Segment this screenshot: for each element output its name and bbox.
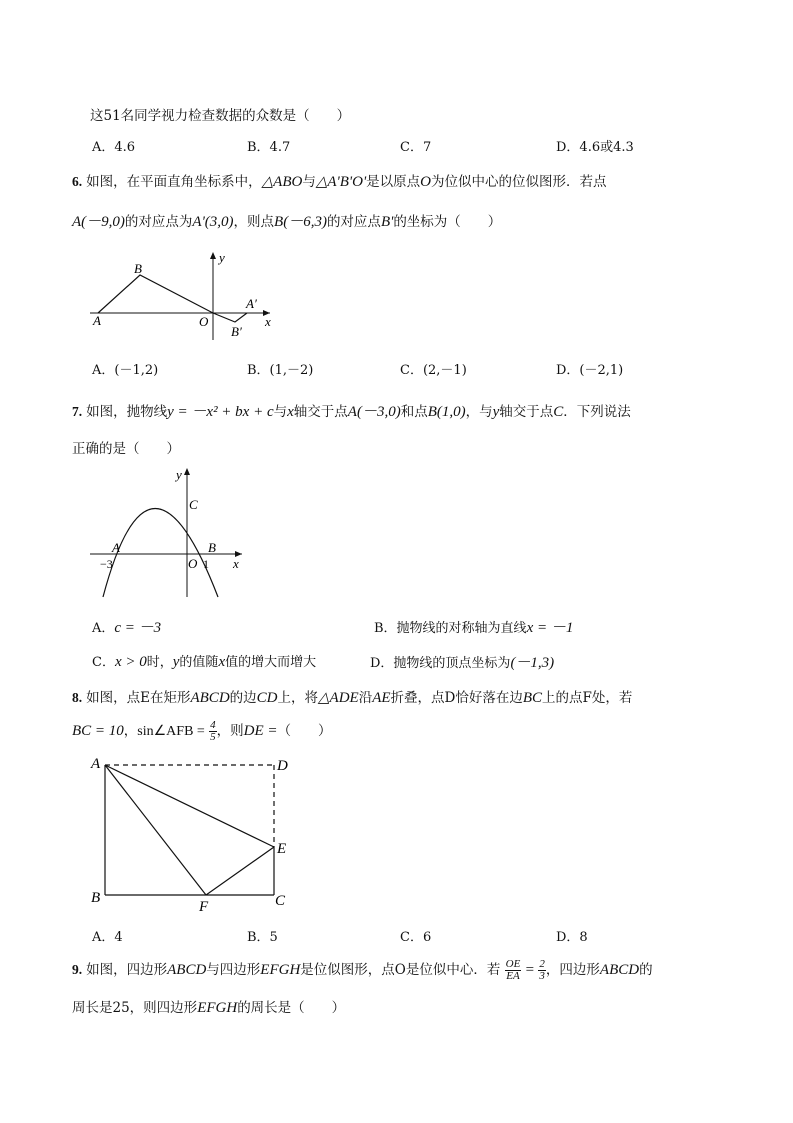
q7-option-d-math: (－1,3) bbox=[510, 655, 555, 671]
q6-point-b-prime: B' bbox=[380, 214, 394, 230]
q8-bc-value: BC = 10 bbox=[72, 723, 124, 739]
q7-label-c: C bbox=[189, 497, 198, 512]
q5-option-d[interactable]: D．4.6或4.3 bbox=[556, 140, 634, 155]
q8-text: （ ） bbox=[277, 723, 332, 739]
q7-text: 如图，抛物线 bbox=[86, 404, 168, 420]
q8-figure bbox=[86, 752, 296, 914]
q6-figure bbox=[85, 248, 285, 346]
q6-label-b-prime: B′ bbox=[231, 324, 242, 339]
q6-triangle-abo bbox=[98, 275, 213, 313]
q7-option-b-label: B．抛物线的对称轴为直线 bbox=[374, 621, 527, 636]
q6-triangle-1: △ABO bbox=[261, 174, 303, 190]
q9-fraction-den: EA bbox=[506, 970, 520, 982]
q7-line2: 正确的是（ ） bbox=[72, 441, 180, 457]
q6-text: 如图，在平面直角坐标系中， bbox=[86, 174, 262, 190]
q8-label-a: A bbox=[91, 756, 101, 772]
q9-quad-efgh-2: EFGH bbox=[197, 1000, 238, 1016]
q7-option-c-math: x > 0 bbox=[114, 654, 147, 670]
q6-option-c[interactable]: C．(2,－1) bbox=[400, 363, 467, 378]
q9-line1 bbox=[72, 958, 653, 982]
q6-y-arrow-icon bbox=[210, 252, 216, 259]
q6-line2 bbox=[72, 210, 501, 231]
q7-label-a: A bbox=[112, 540, 120, 555]
q8-segment-fe bbox=[206, 847, 274, 895]
q8-label-f: F bbox=[199, 899, 209, 914]
q7-equation: y = －x² + bx + c bbox=[167, 404, 274, 420]
q7-text: 和点 bbox=[400, 404, 428, 420]
q6-text: 与 bbox=[302, 174, 316, 190]
q7-option-d[interactable] bbox=[370, 651, 554, 672]
q8-option-c[interactable]: C．6 bbox=[400, 930, 432, 945]
q8-option-a[interactable]: A．4 bbox=[92, 930, 123, 945]
q7-label-o: O bbox=[188, 556, 198, 571]
q9-line2 bbox=[72, 996, 345, 1017]
q7-figure bbox=[86, 465, 248, 600]
q6-option-a[interactable]: A．(－1,2) bbox=[92, 363, 159, 378]
q8-text: 折叠，点D恰好落在边 bbox=[390, 690, 523, 706]
q7-option-c-x: x bbox=[218, 654, 226, 670]
q6-label-o: O bbox=[199, 314, 209, 329]
q7-text: ，与 bbox=[465, 404, 493, 420]
q8-segment-af bbox=[105, 765, 206, 895]
q7-label-one: 1 bbox=[203, 557, 209, 571]
q9-fraction-num: OE bbox=[505, 958, 521, 970]
q8-text: 沿 bbox=[358, 690, 373, 706]
q6-point-o: O bbox=[420, 174, 431, 190]
q6-text: 的坐标为（ ） bbox=[393, 214, 502, 230]
q6-label-a-prime: A′ bbox=[246, 296, 257, 311]
q9-fraction-oe-ea bbox=[505, 959, 522, 982]
q8-triangle: △ADE bbox=[318, 690, 359, 706]
q7-option-a-math: c = －3 bbox=[114, 620, 162, 636]
q9-fraction-den: 3 bbox=[539, 970, 545, 982]
q7-parabola bbox=[103, 509, 218, 598]
q7-option-c-text: 值的增大而增大 bbox=[225, 655, 317, 670]
q8-label-e: E bbox=[277, 841, 287, 857]
q8-side-cd: CD bbox=[256, 690, 278, 706]
q7-label-b: B bbox=[208, 540, 216, 555]
q8-de: DE = bbox=[243, 723, 278, 739]
q8-text: ， bbox=[123, 723, 138, 739]
q6-text: 是以原点 bbox=[366, 174, 421, 190]
q9-text: 如图，四边形 bbox=[86, 962, 168, 978]
q8-fraction-num: 4 bbox=[210, 719, 216, 731]
q8-text: 的边 bbox=[229, 690, 257, 706]
q6-point-a-prime: A'(3,0) bbox=[192, 214, 234, 230]
q6-label-x: x bbox=[265, 314, 271, 329]
q6-text: 为位似中心的位似图形．若点 bbox=[431, 174, 607, 190]
q8-side-bc: BC bbox=[522, 690, 543, 706]
q5-option-c[interactable]: C．7 bbox=[400, 140, 432, 155]
q7-point-c: C bbox=[553, 404, 564, 420]
q5-stem: 这51名同学视力检查数据的众数是（ ） bbox=[90, 108, 351, 124]
q8-line2 bbox=[72, 719, 332, 743]
q7-line1 bbox=[72, 400, 631, 421]
q7-text: 轴交于点 bbox=[293, 404, 348, 420]
q8-option-b[interactable]: B．5 bbox=[247, 930, 278, 945]
q8-label-b: B bbox=[91, 890, 101, 906]
q7-option-c-text: 时， bbox=[146, 655, 173, 670]
q7-option-b-math: x = －1 bbox=[526, 620, 574, 636]
q7-number: 7. bbox=[72, 404, 83, 419]
q6-option-d[interactable]: D．(－2,1) bbox=[556, 363, 624, 378]
q7-label-y: y bbox=[176, 467, 182, 482]
q7-option-b[interactable] bbox=[374, 616, 573, 637]
q6-point-b: B(－6,3) bbox=[274, 214, 327, 230]
q6-number: 6. bbox=[72, 174, 83, 189]
q7-text: 与 bbox=[273, 404, 288, 420]
q6-text: ，则点 bbox=[233, 214, 275, 230]
q8-fold-line: AE bbox=[372, 690, 391, 706]
q8-text: 上的点F处，若 bbox=[542, 690, 633, 706]
q9-quad-efgh: EFGH bbox=[260, 962, 301, 978]
q6-text: 的对应点为 bbox=[124, 214, 193, 230]
q9-equals: = bbox=[525, 962, 535, 978]
q8-fraction-den: 5 bbox=[210, 731, 216, 743]
q7-option-a[interactable] bbox=[92, 616, 161, 637]
q6-triangle-a2b2o bbox=[213, 313, 247, 322]
q6-label-b: B bbox=[134, 261, 142, 276]
q7-point-a: A(－3,0) bbox=[347, 404, 401, 420]
q7-option-c-text: 的值随 bbox=[179, 655, 219, 670]
q5-option-b[interactable]: B．4.7 bbox=[247, 140, 291, 155]
q9-text: 的周长是（ ） bbox=[237, 1000, 346, 1016]
q7-text: 轴交于点 bbox=[499, 404, 554, 420]
q6-label-y: y bbox=[219, 250, 225, 265]
q8-label-c: C bbox=[275, 893, 286, 909]
q8-label-d: D bbox=[277, 758, 288, 774]
q7-x-var: x bbox=[287, 404, 294, 420]
q7-text: ．下列说法 bbox=[563, 404, 631, 420]
q8-text: ，则 bbox=[216, 723, 244, 739]
q6-point-a: A(－9,0) bbox=[72, 214, 125, 230]
q6-label-a: A bbox=[93, 313, 101, 328]
q9-text: 是位似图形，点O是位似中心．若 bbox=[300, 962, 501, 978]
q9-quad-abcd-2: ABCD bbox=[599, 962, 640, 978]
q8-segment-ae bbox=[105, 765, 274, 847]
q9-quad-abcd: ABCD bbox=[167, 962, 207, 978]
q7-option-c-y: y bbox=[172, 654, 180, 670]
q6-line1 bbox=[72, 170, 607, 191]
q7-y-var: y bbox=[492, 404, 500, 420]
q7-point-b: B(1,0) bbox=[427, 404, 466, 420]
q7-label-minus3: −3 bbox=[100, 557, 113, 571]
q9-text: ，四边形 bbox=[545, 962, 600, 978]
q9-fraction-num: 2 bbox=[539, 958, 545, 970]
q6-option-b[interactable]: B．(1,－2) bbox=[247, 363, 314, 378]
q8-rect: ABCD bbox=[190, 690, 230, 706]
q9-text: 的 bbox=[639, 962, 653, 978]
q7-option-c[interactable] bbox=[92, 651, 316, 671]
q5-option-a[interactable]: A．4.6 bbox=[92, 140, 136, 155]
q9-fraction-2-3 bbox=[538, 959, 546, 982]
q9-text: 周长是25，则四边形 bbox=[72, 1000, 198, 1016]
q8-option-d[interactable]: D．8 bbox=[556, 930, 588, 945]
q8-number: 8. bbox=[72, 690, 83, 705]
q9-text: 与四边形 bbox=[206, 962, 261, 978]
q7-option-c-label: C． bbox=[92, 655, 115, 670]
q6-text: 的对应点 bbox=[326, 214, 381, 230]
q8-line1 bbox=[72, 686, 632, 707]
q7-option-d-label: D．抛物线的顶点坐标为 bbox=[370, 656, 511, 671]
q7-y-arrow-icon bbox=[184, 468, 190, 475]
q9-number: 9. bbox=[72, 962, 83, 977]
q8-sin-expr: sin∠AFB = bbox=[137, 724, 205, 739]
q6-triangle-2: △A'B'O' bbox=[315, 174, 367, 190]
q7-option-a-label: A． bbox=[92, 621, 115, 636]
q8-text: 上，将 bbox=[277, 690, 318, 706]
q8-text: 如图，点E在矩形 bbox=[86, 690, 191, 706]
q7-label-x: x bbox=[233, 556, 239, 571]
q8-fraction bbox=[209, 720, 217, 743]
